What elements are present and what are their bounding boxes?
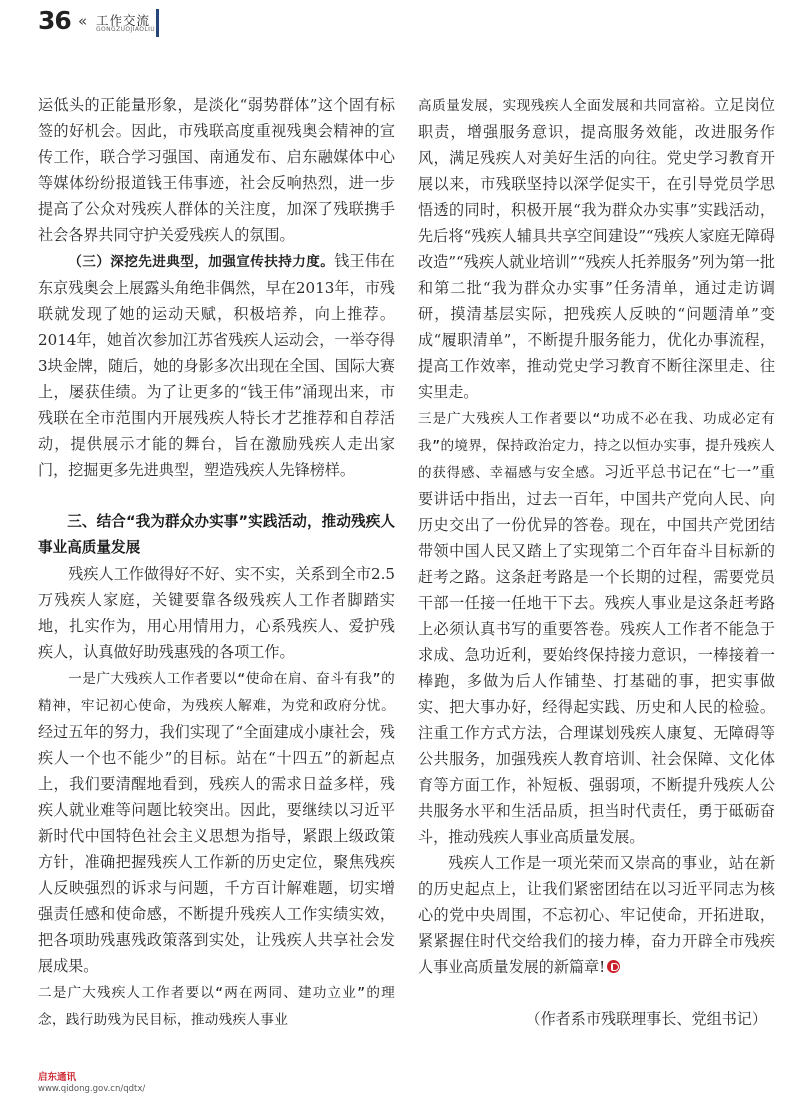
paragraph: 运低头的正能量形象，是淡化“弱势群体”这个固有标签的好机会。因此，市残联高度重视残奥会精神的宣传工作，联合学习强国、南通发布、启东融媒体中心等媒体纷纷报道钱王伟事迹，社会反响热烈，进一步提高了公众对残疾人群体的关注度，加深了残联携手社会各界共同守护关爱残疾人的氛围。 [38,96,395,244]
end-mark-icon [607,960,620,973]
page-number: 36 [38,6,71,35]
emphasis-lead: 高质量发展，实现残疾人全面发展和共同富裕。 [418,98,714,114]
column-pinyin: GONGZUOJIAOLIU [96,26,156,33]
footer-url[interactable]: www.qidong.gov.cn/qdtx/ [38,1084,146,1094]
paragraph-body: 残疾人工作是一项光荣而又崇高的事业，站在新的历史起点上，让我们紧密团结在以习近平同志为核心的党中央周围，不忘初心、牢记使命，开拓进取，紧紧握住时代交给我们的接力棒，奋力开辟全市残疾人事业高质量发展的新篇章! [418,854,775,976]
paragraph [418,92,775,405]
double-chevron-icon: « [78,12,88,30]
paragraph-body: 习近平总书记在“七一”重要讲话中指出，过去一百年，中国共产党向人民、向历史交出了一份优异的答卷。现在，中国共产党团结带领中国人民又踏上了实现第二个百年奋斗目标新的赶考之路。这条赶考路是一个长期的过程，需要党员干部一任接一任地干下去。残疾人事业是这条赶考路上必须认真书写的重要答卷。残疾人工作者不能急于求成、急功近利，要始终保持接力意识，一棒接着一棒跑，多做为后人作铺垫、打基础的事，把实事做实、把大事办好，经得起实践、历史和人民的检验。注重工作方式方法，合理谋划残疾人康复、无障碍等公共服务，加强残疾人教育培训、社会保障、文化体育等方面工作，补短板、强弱项，不断提升残疾人公共服务水平和生活品质，担当时代责任，勇于砥砺奋斗，推动残疾人事业高质量发展。 [418,463,776,846]
paragraph [38,979,395,1033]
footer-brand: 启东通讯 [38,1072,77,1083]
emphasis-lead: 一是广大残疾人工作者要以“使命在肩、奋斗有我”的精神，牢记初心使命，为残疾人解难，为党和政府分忧。 [38,671,395,714]
paragraph: 残疾人工作做得好不好、实不实，关系到全市2.5万残疾人家庭，关键要靠各级残疾人工作者脚踏实地，扎实作为，用心用情用力，心系残疾人、爱护残疾人，认真做好助残惠残的各项工作。 [38,565,395,661]
section-heading: 三、结合“我为群众办实事”实践活动，推动残疾人事业高质量发展 [38,513,395,556]
emphasis-lead: 二是广大残疾人工作者要以“两在两同、建功立业”的理念，践行助残为民目标，推动残疾人事业 [38,985,395,1028]
header-accent-bar [156,9,159,37]
author-note: （作者系市残联理事长、党组书记） [525,1010,767,1028]
right-column [418,92,775,1032]
paragraph [418,850,775,980]
emphasis-lead: 三是广大残疾人工作者要以“功成不必在我、功成必定有我”的境界，保持政治定力，持之以恒办实事，提升残疾人的获得感、幸福感与安全感。 [418,411,775,481]
subheading: （三）深挖先进典型，加强宣传扶持力度。 [68,254,335,270]
page-header [38,6,238,40]
paragraph-body: 钱王伟在东京残奥会上展露头角绝非偶然，早在2013年，市残联就发现了她的运动天赋，积极培养，向上推荐。2014年，她首次参加江苏省残疾人运动会，一举夺得3块金牌，随后，她的身影多次出现在全国、国际大赛上，屡获佳绩。为了让更多的“钱王伟”涌现出来，市残联在全市范围内开展残疾人特长才艺推荐和自荐活动，提供展示才能的舞台，旨在激励残疾人走出家门，挖掘更多先进典型，塑造残疾人先锋榜样。 [38,252,395,479]
paragraph-body: 经过五年的努力，我们实现了“全面建成小康社会，残疾人一个也不能少”的目标。站在“十四五”的新起点上，我们要清醒地看到，残疾人的需求日益多样，残疾人就业难等问题比较突出。因此，要继续以习近平新时代中国特色社会主义思想为指导，紧跟上级政策方针，准确把握残疾人工作新的历史定位，聚焦残疾人反映强烈的诉求与问题，千方百计解难题，切实增强责任感和使命感，不断提升残疾人工作实绩实效，把各项助残惠残政策落到实处，让残疾人共享社会发展成果。 [38,723,395,975]
paragraph [38,248,395,483]
left-column [38,92,395,1033]
page-footer [38,1072,145,1095]
column-title: 工作交流 [96,13,151,28]
paragraph [38,665,395,979]
paragraph-body: 立足岗位职责，增强服务意识，提高服务效能，改进服务作风，满足残疾人对美好生活的向往。党史学习教育开展以来，市残联坚持以深学促实干，在引导党员学思悟透的同时，积极开展“我为群众办实事”实践活动，先后将“残疾人辅具共享空间建设”“残疾人家庭无障碍改造”“残疾人就业培训”“残疾人托养服务”列为第一批和第二批“我为群众办实事”任务清单，通过走访调研，摸清基层实际，把残疾人反映的“问题清单”变成“履职清单”，不断提升服务能力，优化办事流程，提高工作效率，推动党史学习教育不断往深里走、往实里走。 [418,96,775,401]
paragraph [418,405,775,850]
